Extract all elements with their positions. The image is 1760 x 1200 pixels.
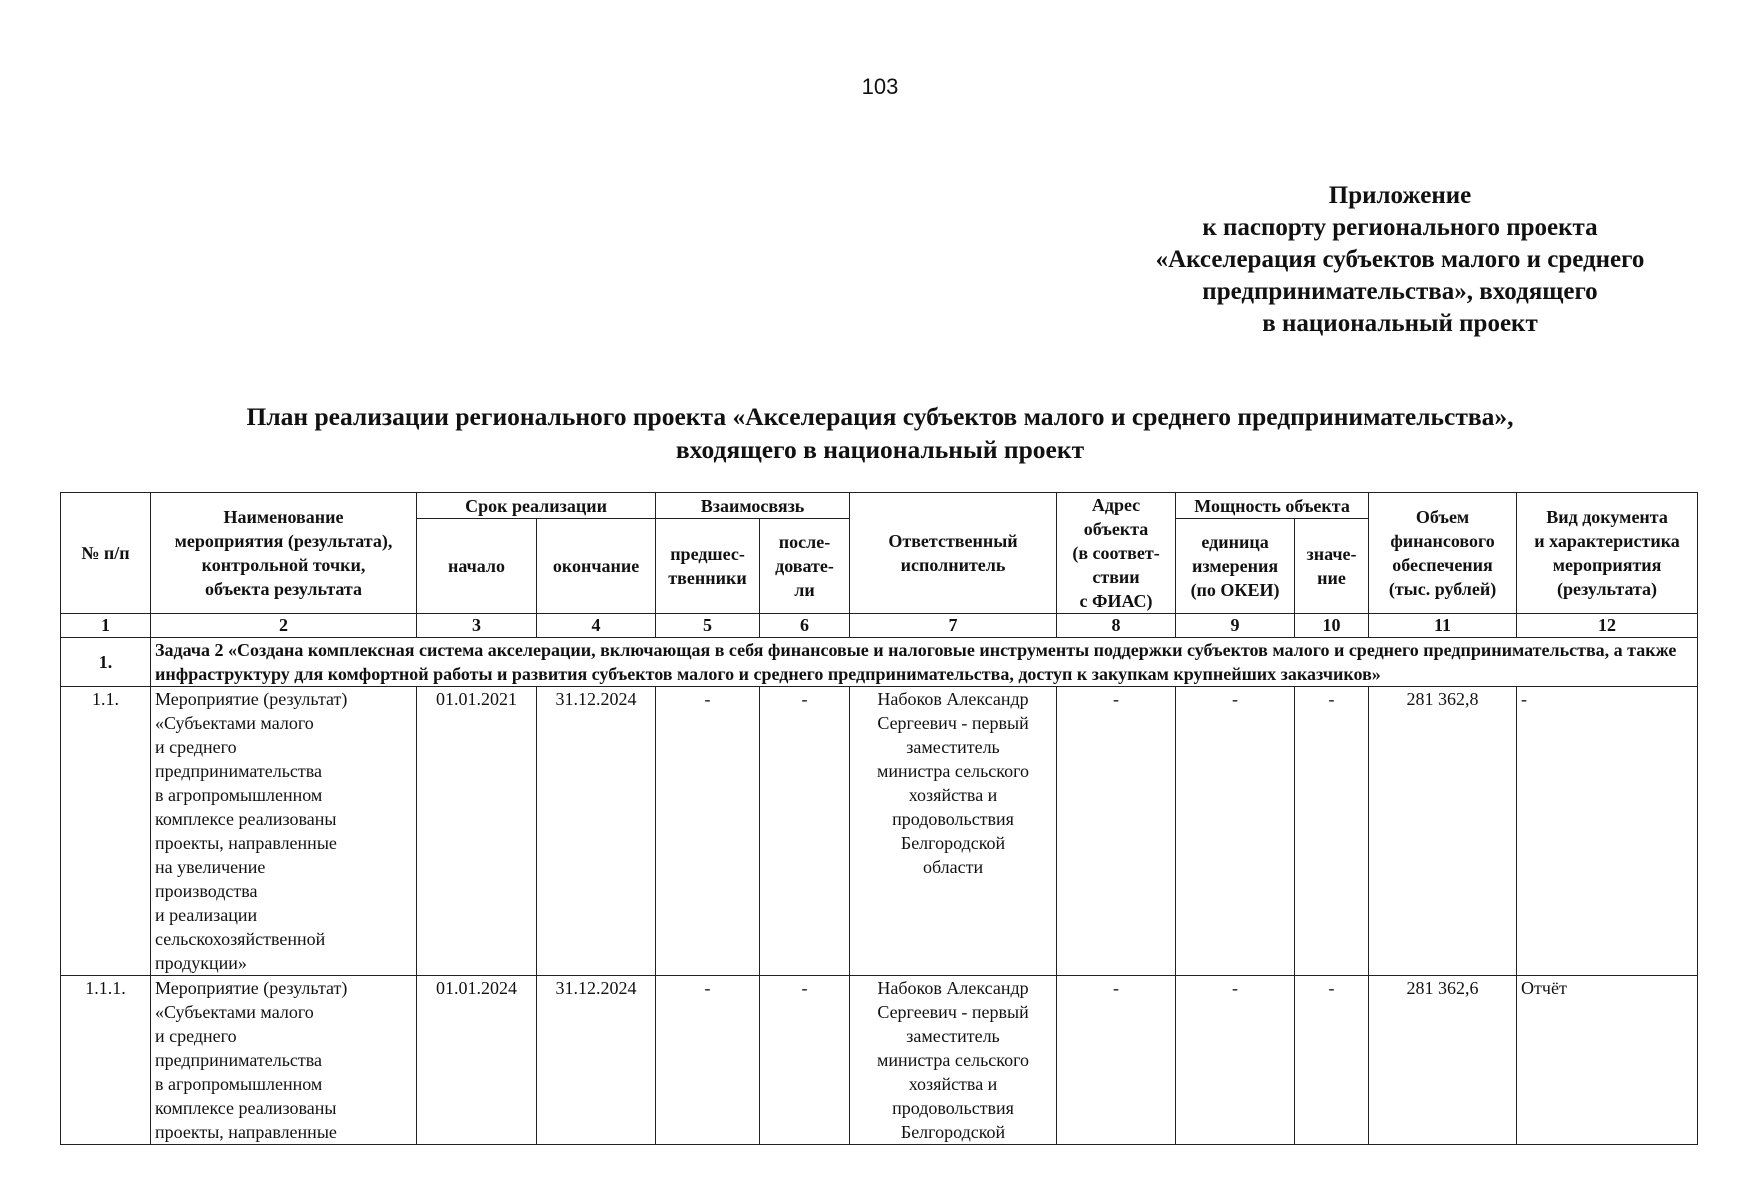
row-responsible: Набоков Александр Сергеевич - первый заместитель министра сельского хозяйства и продовольствия Белгородской xyxy=(850,976,1057,1145)
header-responsible: Ответственный исполнитель xyxy=(850,493,1057,614)
column-number: 12 xyxy=(1517,614,1698,638)
column-number: 11 xyxy=(1369,614,1517,638)
plan-title-line-1: План реализации регионального проекта «Акселерация субъектов малого и среднего предпринимательства», xyxy=(246,402,1514,431)
header-period: Срок реализации xyxy=(417,493,656,519)
column-number: 9 xyxy=(1176,614,1295,638)
row-start: 01.01.2021 xyxy=(417,687,537,976)
header-successors: после- довате- ли xyxy=(760,519,850,614)
column-number: 1 xyxy=(61,614,151,638)
header-capacity: Мощность объекта xyxy=(1176,493,1369,519)
row-name: Мероприятие (результат) «Субъектами малого и среднего предпринимательства в агропромышленном комплексе реализованы проекты, направленные xyxy=(151,976,417,1145)
row-address: - xyxy=(1057,687,1176,976)
row-successors: - xyxy=(760,976,850,1145)
row-predecessors: - xyxy=(656,976,760,1145)
column-number: 6 xyxy=(760,614,850,638)
row-address: - xyxy=(1057,976,1176,1145)
header-name: Наименование мероприятия (результата), контрольной точки, объекта результата xyxy=(151,493,417,614)
task-row xyxy=(61,638,1698,687)
header-predecessors: предшес- твенники xyxy=(656,519,760,614)
row-finance: 281 362,6 xyxy=(1369,976,1517,1145)
header-doc: Вид документа и характеристика мероприятия (результата) xyxy=(1517,493,1698,614)
header-value: значе- ние xyxy=(1295,519,1369,614)
row-responsible: Набоков Александр Сергеевич - первый заместитель министра сельского хозяйства и продовольствия Белгородской области xyxy=(850,687,1057,976)
column-number: 2 xyxy=(151,614,417,638)
table-row xyxy=(61,976,1698,1145)
row-doc: - xyxy=(1517,687,1698,976)
header-num: № п/п xyxy=(61,493,151,614)
row-end: 31.12.2024 xyxy=(537,976,656,1145)
column-number: 7 xyxy=(850,614,1057,638)
appendix-line: «Акселерация субъектов малого и среднего xyxy=(1155,246,1645,273)
column-number: 4 xyxy=(537,614,656,638)
appendix-line: предпринимательства», входящего xyxy=(1202,278,1598,305)
task-text: Задача 2 «Создана комплексная система акселерации, включающая в себя финансовые и налоговые инструменты поддержки субъектов малого и среднего предпринимательства, а также инфраструктуру для комфортной работы и развития субъектов малого и среднего предпринимательства, доступ к закупкам крупнейших заказчиков» xyxy=(151,638,1698,687)
row-predecessors: - xyxy=(656,687,760,976)
appendix-header xyxy=(1120,180,1680,340)
appendix-line: Приложение xyxy=(1328,182,1472,209)
appendix-line: к паспорту регионального проекта xyxy=(1202,214,1598,241)
header-unit: единица измерения (по ОКЕИ) xyxy=(1176,519,1295,614)
plan-title-line-2: входящего в национальный проект xyxy=(675,435,1085,464)
row-unit: - xyxy=(1176,976,1295,1145)
row-successors: - xyxy=(760,687,850,976)
header-address: Адрес объекта (в соответ- ствии с ФИАС) xyxy=(1057,493,1176,614)
row-end: 31.12.2024 xyxy=(537,687,656,976)
column-number: 5 xyxy=(656,614,760,638)
header-end: окончание xyxy=(537,519,656,614)
row-doc: Отчёт xyxy=(1517,976,1698,1145)
table-row xyxy=(61,687,1698,976)
row-finance: 281 362,8 xyxy=(1369,687,1517,976)
row-start: 01.01.2024 xyxy=(417,976,537,1145)
header-start: начало xyxy=(417,519,537,614)
implementation-plan-table xyxy=(60,492,1698,1145)
row-unit: - xyxy=(1176,687,1295,976)
column-number: 10 xyxy=(1295,614,1369,638)
row-value: - xyxy=(1295,687,1369,976)
column-number: 8 xyxy=(1057,614,1176,638)
appendix-line: в национальный проект xyxy=(1262,310,1538,337)
row-name: Мероприятие (результат) «Субъектами малого и среднего предпринимательства в агропромышленном комплексе реализованы проекты, направленные на увеличение производства и реализации сельскохозяйственной продукции» xyxy=(151,687,417,976)
row-num: 1.1. xyxy=(61,687,151,976)
plan-title xyxy=(0,400,1760,466)
header-relation: Взаимосвязь xyxy=(656,493,850,519)
row-value: - xyxy=(1295,976,1369,1145)
row-num: 1.1.1. xyxy=(61,976,151,1145)
column-number: 3 xyxy=(417,614,537,638)
header-finance: Объем финансового обеспечения (тыс. рублей) xyxy=(1369,493,1517,614)
page-number: 103 xyxy=(861,74,899,99)
task-num: 1. xyxy=(61,638,151,687)
